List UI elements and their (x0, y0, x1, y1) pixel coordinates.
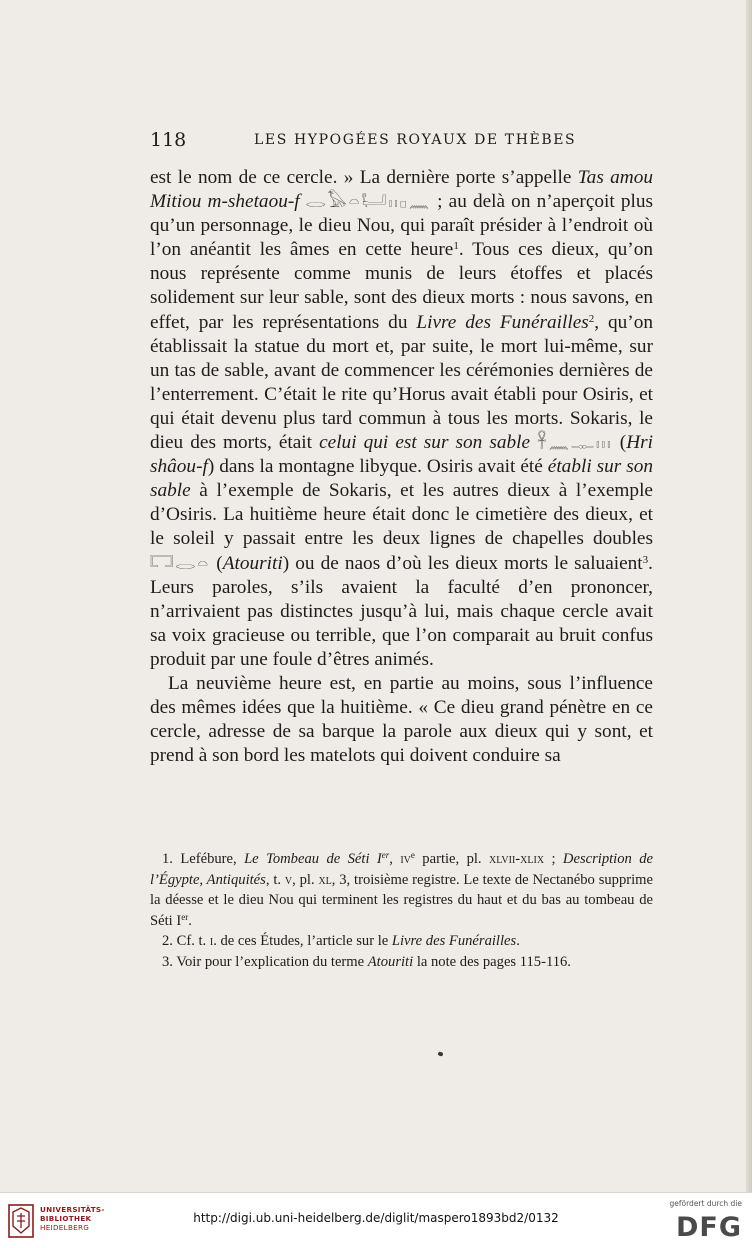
university-name[interactable]: UNIVERSITÄTS- BIBLIOTHEK HEIDELBERG (40, 1205, 105, 1233)
italic-term: établi sur son sable (150, 456, 653, 502)
dfg-logo[interactable]: DFG (675, 1212, 742, 1243)
running-title: LES HYPOGÉES ROYAUX DE THÈBES (254, 132, 577, 148)
italic-term: Hri shâou-f (150, 432, 653, 478)
footnote-2: 2. Cf. t. i. de ces Études, l’article sur le Livre des Funérailles. (162, 933, 520, 950)
paragraph-2: La neuvième heure est, en partie au moins, sous l’influence des mêmes idées que la huitième. « Ce dieu grand pénètre en ce cercle, adresse de sa barque la parole aux dieux qui y sont, et prend à son bord les matelots qui doivent conduire sa (150, 672, 653, 767)
page-number: 118 (150, 129, 187, 151)
running-head (150, 129, 655, 155)
footnote-ref[interactable]: 3 (642, 553, 649, 566)
paragraph-1: est le nom de ce cercle. » La dernière porte s’appelle Tas amou Mitiou m-shetaou-f 𓂋𓅃𓏏𓂡𓏤𓏤𓊪𓈖 ; au delà on n’aperçoit plus qu’un personnage, le dieu Nou, qui paraît présider à l’endroit où l’on anéantit les âmes en cette heure$^1$. Tous ces dieux, qu’on nous représente comme munis de leurs étoffes et placés solidement sur leur sable, sont des dieux morts : nous savons, en effet, par les représentations du Livre des Funérailles$^2$, qu’on établissait la statue du mort et, par suite, le mort lui-même, sur un tas de sable, avant de commencer les cérémonies dernières de l’enterrement. C’était le rite qu’Horus avait établi pour Osiris, et qui était devenu plus tard commun à tous les morts. Sokaris, le dieu des morts, était celui qui est sur son sable 𓋹𓈖𓊃𓏥 (Hri shâou-f) dans la montagne libyque. Osiris avait été établi sur son sable à l’exemple de Sokaris, et les autres dieux à l’exemple d’Osiris. La huitième heure était donc le cimetière des dieux, et le soleil y passait entre les deux lignes de chapelles doubles 𓉐𓂋𓏏 (Atouriti) ou de naos d’où les dieux morts le saluaient$^3$. Leurs paroles, s’ils avaient la faculté d’en prononcer, n’arrivaient pas distinctes jusqu’à lui, mais chaque cercle avait sa voix gracieuse ou terrible, que l’on comparait au bruit confus produit par une foule d’êtres animés. (150, 167, 654, 670)
page-edge (746, 0, 752, 1192)
funding-tagline: gefördert durch die (669, 1199, 742, 1208)
italic-term: Livre des Funérailles (416, 311, 589, 333)
ink-speck (437, 1051, 443, 1056)
permalink-url[interactable]: http://digi.ub.uni-heidelberg.de/diglit/maspero1893bd2/0132 (193, 1211, 559, 1225)
hieroglyph-group: 𓉐𓂋𓏏 (150, 553, 211, 574)
hieroglyph-group: 𓂋𓅃𓏏𓂡𓏤𓏤𓊪𓈖 (305, 192, 432, 213)
viewer-footer (0, 1192, 752, 1248)
footnote-ref[interactable]: 1 (453, 240, 459, 253)
footnote-1: 1. Lefébure, Le Tombeau de Séti Ier, $iv^e$ partie, pl. xlvii-xlix ; Description de l’Égypte, Antiquités, t. v, pl. xl, 3, troisième registre. Le texte de Nectanébo supprime la déesse et le dieu Nou qui terminent les registres du haut et du bas au tombeau de Séti Ier. (150, 850, 654, 929)
italic-term: Tas amou Mitiou m-shetaou-f (150, 167, 654, 213)
footnote-3: 3. Voir pour l’explication du terme Atouriti la note des pages 115-116. (162, 953, 571, 970)
main-text (150, 166, 653, 768)
hieroglyph-group: 𓋹𓈖𓊃𓏥 (537, 433, 613, 454)
footnote-ref[interactable]: 2 (588, 312, 595, 325)
italic-term: celui qui est sur son sable (319, 432, 531, 454)
footnotes (150, 849, 653, 973)
italic-term: Atouriti (222, 552, 283, 574)
